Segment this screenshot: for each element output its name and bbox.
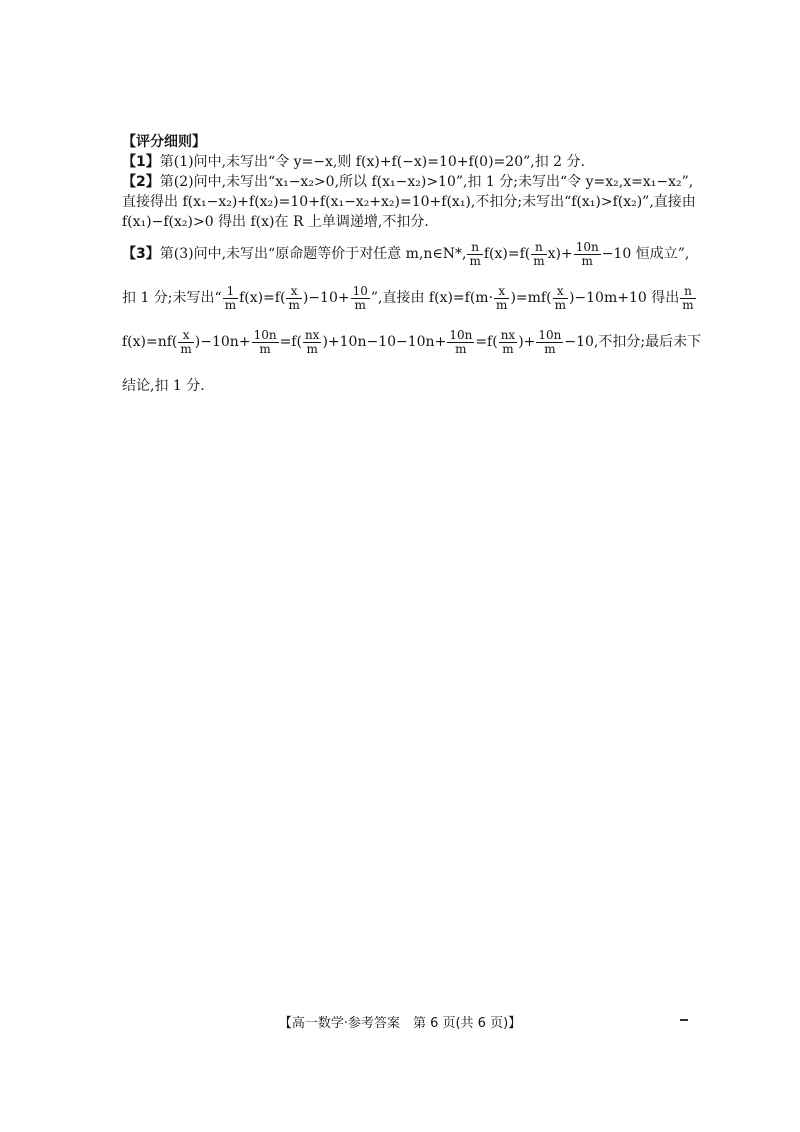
rule-text: )−10m+10 得出 [568,290,680,306]
scan-mark [680,1019,688,1021]
fraction: $\frac{10n}{m}$ [449,327,473,356]
rule-text: 第(3)问中,未写出“原命题等价于对任意 m,n∈N*, [159,246,467,262]
rule-item-1 [122,152,702,172]
rule-text: )−10+ [302,290,350,306]
rule-text: f(x)=nf( [122,334,178,350]
rule-text: )+10n−10−10n+ [322,334,447,350]
fraction: $\frac{1}{m}$ [224,283,237,312]
fraction: $\frac{x}{m}$ [554,283,566,312]
rule-text: =f( [279,334,302,350]
rule-marker: 【3】 [122,246,160,262]
rule-text: 第(1)问中,未写出“令 y=−x,则 f(x)+f(−x)=10+f(0)=20”,扣 2 分. [159,154,585,170]
fraction: $\frac{x}{m}$ [180,327,192,356]
fraction: $\frac{10n}{m}$ [253,327,277,356]
rule-text: x)+ [547,246,573,262]
fraction: $\frac{x}{m}$ [496,283,508,312]
fraction: $\frac{10n}{m}$ [538,327,562,356]
rule-text: =f( [475,334,498,350]
fraction: $\frac{nx}{m}$ [500,327,516,356]
rule-text: )−10n+ [194,334,251,350]
fraction: $\frac{10n}{m}$ [575,239,599,268]
rule-text: f(x)=f( [483,246,531,262]
rule-item-2 [122,172,702,232]
rule-marker: 【1】 [122,154,160,170]
fraction: $\frac{n}{m}$ [682,283,694,312]
fraction: $\frac{n}{m}$ [533,239,545,268]
rule-item-3 [122,232,702,408]
rule-text: −10 恒成立”,扣 1 分;未写出“ [122,246,690,306]
rule-text: −10,不扣分;最后未下结论,扣 1 分. [122,334,702,394]
rule-text: f(x)=f( [239,290,286,306]
rule-text: 第(2)问中,未写出“x₁−x₂>0,所以 f(x₁−x₂)>10”,扣 1 分;未写出“令 y=x₂,x=x₁−x₂”,直接得出 f(x₁−x₂)+f(x₂)=10+f(x₁−x₂+x₂)=10+f(x₁),不扣分;未写出“f(x₁)>f(x₂)”,直接由 f(x₁)−f(x₂)>0 得出 f(x)在 R 上单调递增,不扣分. [122,174,696,230]
rule-text: )+ [518,334,536,350]
rule-text: )=mf( [510,290,552,306]
fraction: $\frac{nx}{m}$ [304,327,320,356]
rule-marker: 【2】 [122,174,160,190]
fraction: $\frac{10}{m}$ [352,283,368,312]
fraction: $\frac{x}{m}$ [288,283,300,312]
fraction: $\frac{n}{m}$ [469,239,481,268]
rule-text: ”,直接由 f(x)=f(m· [370,290,494,306]
section-heading: 【评分细则】 [122,134,206,150]
page-footer: 【高一数学·参考答案 第 6 页(共 6 页)】 [278,1016,522,1031]
grading-details [122,132,702,408]
